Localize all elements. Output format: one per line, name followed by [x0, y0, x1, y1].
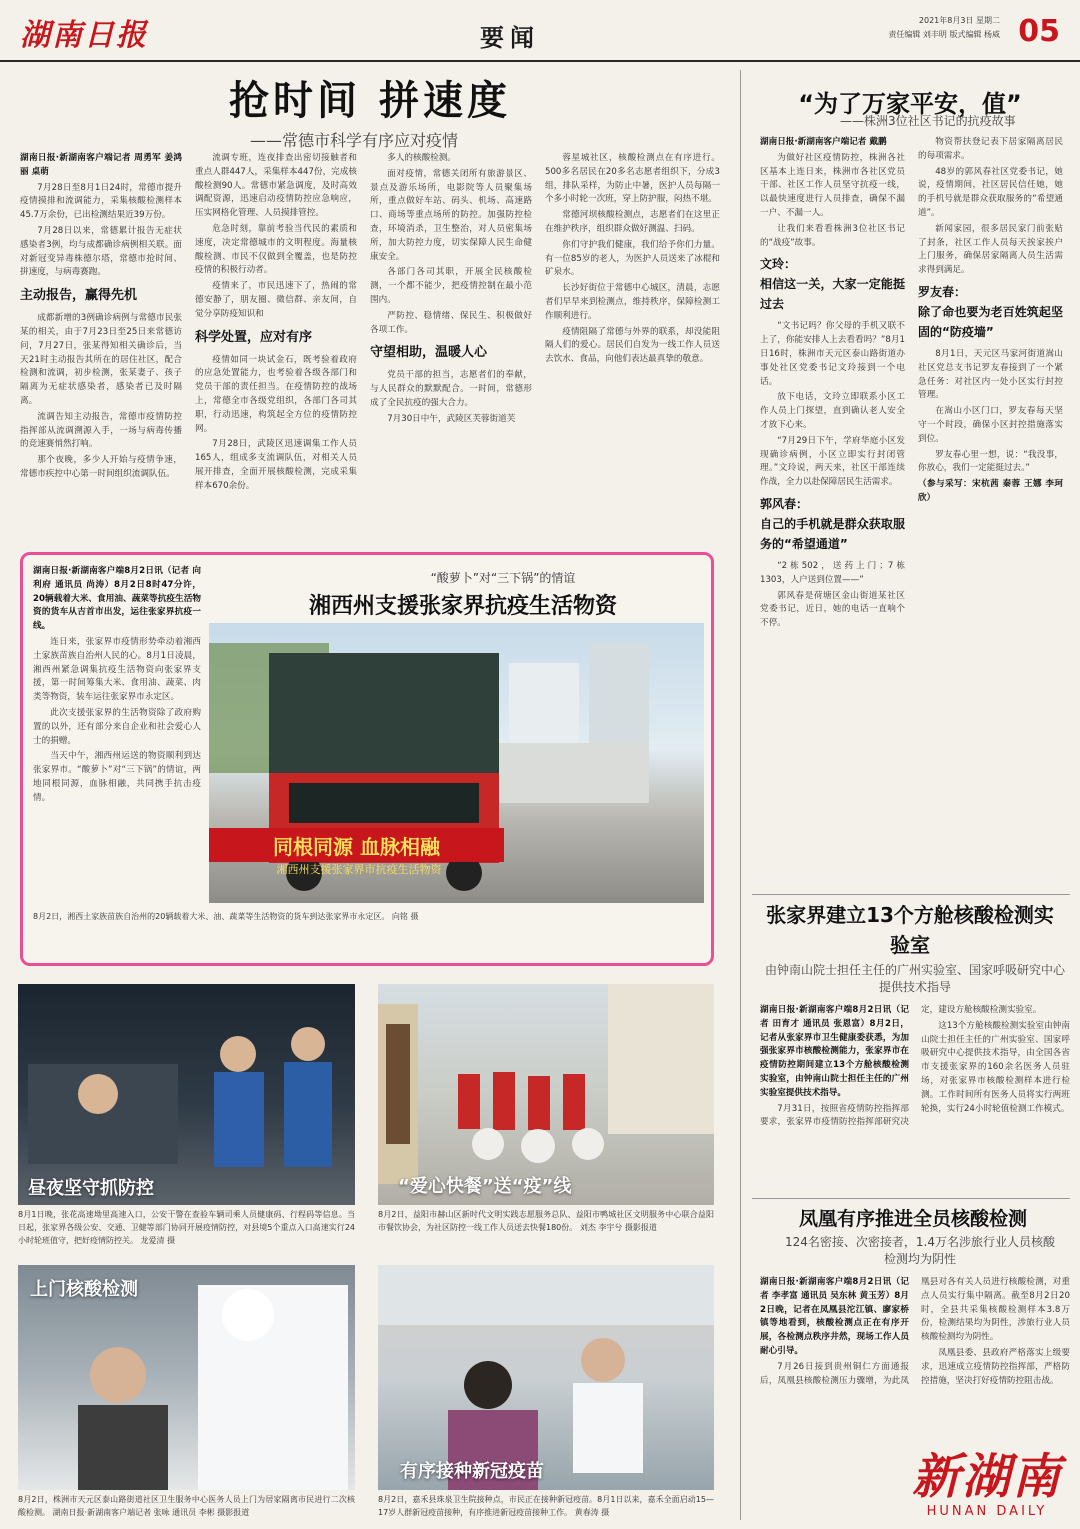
right1-column-2 [918, 136, 1063, 888]
photo-title: “爱心快餐”送“疫”线 [398, 1176, 572, 1197]
paragraph: 放下电话，文玲立即联系小区工作人员上门探望，直到确认老人安全才放下心来。 [760, 392, 905, 430]
paragraph: 7月28日，武陵区迅速调集工作人员165人，组成多支流调队伍，对相关人员展开排查，全面开展核酸检测，完成采集样本670余份。 [195, 439, 357, 491]
pull-quote: 自己的手机就是群众获取服务的“希望通道” [760, 516, 905, 551]
masthead [0, 0, 1080, 62]
photo-door-to-door-test[interactable] [18, 1265, 355, 1490]
caption-text: 8月1日晚，张花高速坳里高速入口，公安干警在查验车辆司乘人员健康码、行程码等信息。当日起，张家界各级公安、交通、卫健等部门协同开展疫情防控，对县境5个重点入口高速实行24小时轮班值守，把好疫情防控关。 [18, 1210, 355, 1245]
lead-column-2 [195, 152, 357, 544]
paragraph: 成都新增的3例确诊病例与常德市民张某的相关，由于7月23日至25日来常德访问，7月27日，张某得知相关确诊后，当天21时主动报告其所在的居住社区，配合检测和流调，初步检测，张某妻子、孩子隔离为无症状感染者，感染者已及时隔离。 [20, 313, 182, 406]
article-divider [752, 1198, 1070, 1199]
person-name: 郭风春： [760, 496, 809, 511]
right3-subtitle: 124名密接、次密接者，1.4万名涉旅行业人员核酸检测均为阴性 [785, 1235, 1055, 1266]
paragraph: 那个夜晚，多少人开始与疫情争速，常德市疾控中心第一时间组织流调队伍。 [20, 455, 182, 479]
right1-byline: 湖南日报·新湖南客户端记者 戴鹏 [760, 137, 887, 147]
paragraph: 多人的核酸检测。 [387, 153, 456, 163]
feature-box [20, 552, 714, 966]
lead-column-3 [370, 152, 532, 544]
paragraph: 流调告知主动报告，常德市疫情防控指挥部从流调溯源入手，一场与病毒传播的竞速赛悄然打响。 [20, 411, 182, 450]
paragraph: “7月29日下午，学府华庭小区发现确诊病例，小区立即实行封闭管理。”文玲说，两天来，社区干部连续作战，全力以赴保障居民生活需求。 [760, 435, 905, 488]
paragraph: 流调专班，连夜排查出密切接触者和重点人群447人，采集样本447份，完成核酸检测90人。常德市紧急调度，及时高效调配资源，迅速启动疫情防控应急响应，压实网格化管理、人员摸排管控。 [195, 153, 357, 219]
photo-caption [378, 1493, 714, 1523]
brand-mark[interactable] [912, 1450, 1062, 1519]
feature-kicker: “酸萝卜”对“三下锅”的情谊 [430, 571, 576, 585]
right1-title[interactable]: “为了万家平安，值” [798, 90, 1022, 118]
lead-column-1 [20, 152, 182, 544]
brand-logo-en: HUNAN DAILY [926, 1504, 1048, 1519]
paragraph: 罗友春心里一想，说：“我没事，你放心，我们一定能挺过去。” [918, 449, 1063, 474]
paragraph: 当天中午，湘西州运送的物资顺利到达张家界市。“酸萝卜”对“三下锅”的情谊，两地同根同源，血脉相融，共同携手抗击疫情。 [33, 751, 201, 803]
newspaper-logo[interactable]: 湖南日报 [20, 18, 148, 53]
paragraph: 面对疫情，常德关闭所有旅游景区、景点及游乐场所，电影院等人员聚集场所，重点做好车站、码头、机场、高速路口、商场等重点场所的防控。加强防控检查，环境消杀，卫生整治，对人员密集场所，加大防控力度，切实保障人民生命健康安全。 [370, 168, 532, 262]
page-number: 05 [1018, 14, 1060, 49]
paragraph: 7月28日至8月1日24时，常德市提升疫情摸排和流调能力，采集核酸检测样本45.7万余份，已出检测结果近39万份。 [20, 182, 182, 221]
paragraph: 长沙好街位于常德中心城区，清晨，志愿者们早早来到检测点，维持秩序，保障检测工作顺利进行。 [545, 283, 720, 321]
paragraph: 新闻家园，很多居民家门前张贴了封条，社区工作人员每天挨家挨户上门服务，确保居家隔离人员生活需求得到满足。 [918, 223, 1063, 276]
lead-title[interactable]: 抢时间 拼速度 [229, 78, 511, 124]
photo-credit: 刘杰 李宇兮 摄影报道 [579, 1223, 657, 1232]
paragraph: 7月28日以来，常德累计报告无症状感染者3例，均与成都确诊病例相关联。面对新冠变异毒株德尔塔，常德市抢时间、拼速度，与病毒赛跑。 [20, 225, 182, 278]
section-heading: 守望相助，温暖人心 [370, 345, 488, 361]
editor-credits: 责任编辑 刘丰明 版式编辑 杨威 [888, 30, 1000, 39]
caption-text: 8月2日，株洲市天元区泰山路街道社区卫生服务中心医务人员上门为居家隔离市民进行二次核酸检测。 [18, 1495, 355, 1517]
photo-credit: 龙爱清 摄 [140, 1236, 176, 1245]
paragraph: 各部门各司其职，开展全民核酸检测，一个都不能少，把疫情控制在最小范围内。 [370, 267, 532, 305]
truck-banner-sub: 湘西州支援张家界市抗疫生活物资 [276, 863, 442, 876]
pull-quote: 除了命也要为老百姓筑起坚固的“防疫墙” [918, 304, 1063, 339]
paragraph: 让我们来看看株洲3位社区书记的“战疫”故事。 [760, 223, 905, 248]
feature-photo-trucks[interactable] [209, 623, 704, 903]
brand-logo-cn: 新湖南 [911, 1449, 1062, 1505]
paragraph: 郭风春是荷塘区金山街道某社区党委书记，近日，她的电话一直响个不停。 [760, 590, 905, 629]
truck-banner: 同根同源 血脉相融 [273, 835, 440, 859]
contributors-credit: （参与采写：宋杭茜 秦蓉 王娜 李珂欣） [918, 479, 1063, 503]
pull-quote: 相信这一关，大家一定能挺过去 [760, 277, 905, 312]
column-divider [740, 70, 741, 1520]
right1-subtitle: ——株洲3位社区书记的抗疫故事 [840, 114, 1016, 128]
paragraph: 8月1日，天元区马家河街道嵩山社区党总支书记罗友春接到了一个紧急任务：对社区内一处小区实行封控管理。 [918, 348, 1063, 401]
lead-column-4 [545, 152, 720, 544]
paragraph: “2栋502，送药上门；7栋1303，人户送到位置——” [760, 560, 905, 585]
photo-credit: 湖南日报·新湖南客户端记者 张咏 通讯员 李彬 摄影报道 [52, 1508, 250, 1517]
paragraph: 你们守护我们健康，我们给予你们力量。有一位85岁的老人，为医护人员送来了冰棍和矿泉水。 [545, 239, 720, 278]
paragraph: “文书记吗？你父母的手机又联不上了，你能安排人上去看看吗？”8月1日16时，株洲市天元区泰山路街道办事处社区党委书记文玲接到一个电话。 [760, 321, 905, 387]
right3-body [760, 1276, 1070, 1424]
masthead-meta [800, 14, 1000, 42]
right2-subtitle: 由钟南山院士担任主任的广州实验室、国家呼吸研究中心提供技术指导 [764, 963, 1065, 994]
paragraph: 为做好社区疫情防控，株洲各社区基本上连日来，株洲市各社区党员干部、社区工作人员坚守抗疫一线，以最快速度进行人员排查，确保不漏一户、不漏一人。 [760, 152, 905, 218]
checkpoint-illustration [18, 984, 355, 1205]
feature-caption: 8月2日，湘西土家族苗族自治州的20辆载着大米、油、蔬菜等生活物资的货车到达张家界市永定区。 向铭 摄 [33, 912, 419, 921]
paragraph: 常德河坝核酸检测点，志愿者们在这里正在维护秩序，组织群众做好测温、扫码。 [545, 210, 720, 234]
photo-title: 有序接种新冠疫苗 [400, 1461, 544, 1482]
paragraph: 这13个方舱核酸检测实验室由钟南山院士担任主任的广州实验室、国家呼吸研究中心提供技术指导，由全国各省市支援张家界的160余名医务人员驻场，对张家界市核酸检测样本进行检测。工作时间所有医务人员将实行两班轮换，实行24小时轮值检测工作模式。 [921, 1020, 1070, 1114]
photo-caption [18, 1208, 355, 1248]
paragraph: 此次支援张家界的生活物资除了政府购置的以外，还有部分来自企业和社会爱心人士的捐赠。 [33, 707, 201, 746]
paragraph: 危急时刻，靠前考验当代民的素质和速度，决定常德城市的文明程度。海量核酸检测、市民不仅做到全覆盖，也是防控疫情的积极行动者。 [195, 223, 357, 276]
photo-caption [378, 1208, 714, 1248]
right1-column-1 [760, 136, 905, 888]
feature-text [33, 565, 201, 895]
paragraph: 蓉星城社区，核酸检测点在有序进行。500多名居民在20多名志愿者组织下，分成3组，排队采样，为防止中暑，医护人员每隔一个多小时轮一次班，穿上防护服，闷热不堪。 [545, 153, 720, 205]
paragraph: 党员干部的担当，志愿者们的奉献，与人民群众的默默配合。一时间，常德形成了全民抗疫的强大合力。 [370, 370, 532, 408]
paragraph: 连日来，张家界市疫情形势牵动着湘西土家族苗族自治州人民的心。8月1日凌晨，湘西州紧急调集抗疫生活物资向张家界支援，第一时间筹集大米、食用油、蔬菜、肉类等物资，装车运往张家界市永定区。 [33, 636, 201, 703]
photo-title: 昼夜坚守抓防控 [28, 1178, 154, 1199]
paragraph: 严防控、稳情绪、保民生、积极做好各项工作。 [370, 310, 532, 335]
section-heading: 科学处置，应对有序 [195, 329, 313, 345]
paragraph: 物资帮扶登记表下居家隔离居民的每项需求。 [918, 137, 1063, 161]
right3-title[interactable]: 凤凰有序推进全员核酸检测 [798, 1208, 1027, 1230]
feature-title[interactable]: 湘西州支援张家界抗疫生活物资 [308, 594, 617, 619]
paragraph: 湖南日报·新湖南客户端8月2日讯（记者 向利府 通讯员 尚涛）8月2日8时47分许，20辆载着大米、食用油、蔬菜等抗疫生活物资的货车从吉首市出发，运往张家界抗疫一线。 [33, 566, 201, 632]
person-name: 文玲： [760, 257, 797, 272]
lead-byline: 湖南日报·新湖南客户端记者 周勇军 姜鸿丽 桌萌 [20, 153, 182, 177]
photo-title: 上门核酸检测 [30, 1279, 138, 1300]
paragraph: 湖南日报·新湖南客户端8月2日讯（记者 李孝富 通讯员 吴东林 黄玉芳）8月2日晚，记者在凤凰县沱江镇、廖家桥镇等地看到，核酸检测点正在有序开展，各检测点秩序井然，现场工作人员耐心引导。 [760, 1277, 909, 1356]
photo-caption [18, 1493, 355, 1523]
paragraph: 7月26日接到贵州铜仁方面通报后，凤凰县核酸检测压力骤增，为此凤凰县对各有关人员进行核酸检测，对重点人员实行集中隔离。截至8月2日20时，全县共采集核酸检测样本3.8万份，检测结果均为阴性，涉旅行业人员核酸检测均为阴性。 [760, 1277, 1070, 1386]
paragraph: 疫情阻隔了常德与外界的联系，却没能阻隔人们的爱心。居民们自发为一线工作人员送去饮水、食品，向他们表达最真挚的敬意。 [545, 326, 720, 365]
paragraph: 凤凰县委、县政府严格落实上级要求，迅速成立疫情防控指挥部，严格防控措施，坚决打好疫情防控阻击战。 [921, 1347, 1070, 1386]
right2-title[interactable]: 张家界建立13个方舱核酸检测实验室 [766, 903, 1054, 957]
caption-text: 8月2日，益阳市赫山区新时代文明实践志愿服务总队、益阳市鸭城社区文明服务中心联合益阳市餐饮协会，为社区防控一线工作人员送去快餐180份。 [378, 1210, 714, 1232]
photo-vaccination[interactable] [378, 1265, 714, 1490]
paragraph: 疫情来了，市民迅速下了，热闹的常德安静了，朋友圈、微信群、亲友间，自觉分享防疫知识和 [195, 281, 357, 319]
photo-night-checkpoint[interactable] [18, 984, 355, 1205]
photo-credit: 黄春涛 摄 [574, 1508, 610, 1517]
paragraph: 疫情如同一块试金石，既考验着政府的应急处置能力，也考验着各级各部门和党员干部的责任担当。在疫情防控的战场上，常德全市各级党组织，各部门各司其职，行动迅速，构筑起全方位的疫情防控网。 [195, 354, 357, 434]
lead-subtitle: ——常德市科学有序应对疫情 [250, 131, 459, 150]
paragraph: 在嵩山小区门口，罗友春每天坚守一个时段，确保小区封控措施落实到位。 [918, 406, 1063, 444]
paragraph: 7月30日中午，武陵区芙蓉街道芙 [387, 413, 516, 424]
caption-text: 8月2日，嘉禾县珠泉卫生院接种点，市民正在接种新冠疫苗。8月1日以来，嘉禾全面启动15—17岁人群新冠疫苗接种，有序推进新冠疫苗接种工作。 [378, 1495, 714, 1517]
right2-body [760, 1004, 1070, 1192]
photo-volunteers-meals[interactable] [378, 984, 714, 1205]
article-divider [752, 894, 1070, 895]
issue-date: 2021年8月3日 星期二 [918, 16, 1000, 25]
section-title: 要闻 [480, 23, 540, 52]
section-heading: 主动报告，赢得先机 [20, 288, 138, 304]
paragraph: 湖南日报·新湖南客户端8月2日讯（记者 田育才 通讯员 张恩富）8月2日，记者从张家界市卫生健康委获悉，为加强张家界市核酸检测能力，张家界市在疫情防控期间建立13个方舱核酸检测实验室，由钟南山院士担任主任的广州实验室提供技术指导。 [760, 1005, 909, 1098]
paragraph: 48岁的郭风春社区党委书记，她说，疫情期间，社区居民信任她，她的手机号就是群众获取服务的“希望通道”。 [918, 166, 1063, 218]
person-name: 罗友春： [918, 284, 967, 299]
paragraph: 7月31日，按照省疫情防控指挥部要求，张家界市疫情防控指挥部研究决定，建设方舱核酸检测实验室。 [760, 1005, 1042, 1128]
